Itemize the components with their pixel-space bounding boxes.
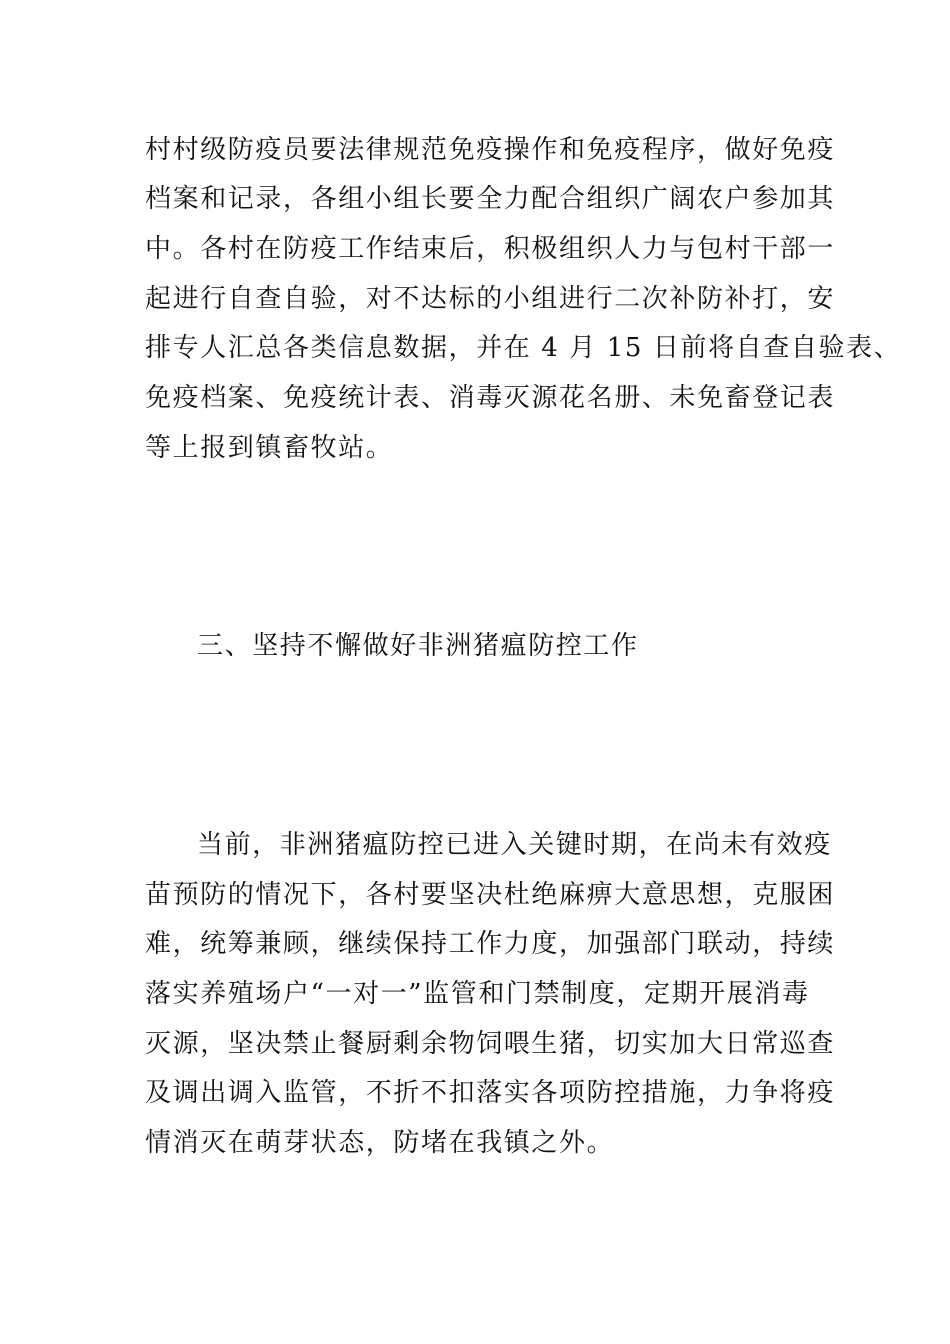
section-heading: 三、坚持不懈做好非洲猪瘟防控工作 (197, 631, 639, 661)
paragraph-1-line-2: 档案和记录，各组小组长要全力配合组织广阔农户参加其 (145, 184, 836, 214)
paragraph-2-line-6: 及调出调入监管，不折不扣落实各项防控措施，力争将疫 (145, 1078, 836, 1108)
paragraph-2-line-2: 苗预防的情况下，各村要坚决杜绝麻痹大意思想，克服困 (145, 880, 836, 910)
paragraph-2-line-1: 当前，非洲猪瘟防控已进入关键时期，在尚未有效疫 (197, 830, 832, 860)
paragraph-1-line-3: 中。各村在防疫工作结束后，积极组织人力与包村干部一 (145, 234, 836, 264)
paragraph-1-line-4: 起进行自查自验，对不达标的小组进行二次补防补打，安 (145, 284, 836, 314)
paragraph-1-line-7: 等上报到镇畜牧站。 (145, 433, 394, 463)
paragraph-1-line-6: 免疫档案、免疫统计表、消毒灭源花名册、未免畜登记表 (145, 383, 836, 413)
paragraph-2-line-5: 灭源，坚决禁止餐厨剩余物饲喂生猪，切实加大日常巡查 (145, 1029, 836, 1059)
paragraph-1-line-5: 排专人汇总各类信息数据，并在 4 月 15 日前将自查自验表、 (145, 333, 902, 363)
paragraph-2-line-3: 难，统筹兼顾，继续保持工作力度，加强部门联动，持续 (145, 929, 836, 959)
paragraph-2-line-4: 落实养殖场户“一对一”监管和门禁制度，定期开展消毒 (145, 979, 810, 1009)
paragraph-2-line-7: 情消灭在萌芽状态，防堵在我镇之外。 (145, 1128, 615, 1158)
paragraph-1-line-1: 村村级防疫员要法律规范免疫操作和免疫程序，做好免疫 (145, 135, 836, 165)
